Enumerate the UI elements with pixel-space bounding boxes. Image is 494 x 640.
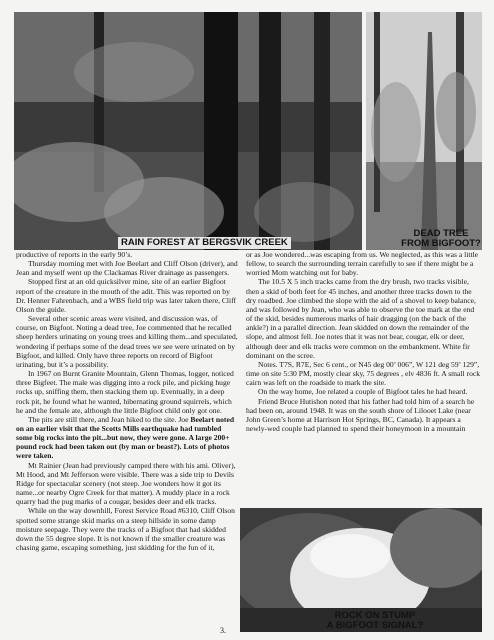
rock-on-stump-caption-line1: ROCK ON STUMP: [334, 610, 416, 621]
dead-tree-caption: [398, 228, 484, 250]
dead-tree-photo: [366, 12, 482, 250]
right-text-column: [246, 250, 482, 433]
left-paragraph: [16, 415, 238, 461]
rain-forest-caption: RAIN FOREST AT BERGSVIK CREEK: [118, 237, 291, 249]
dead-tree-caption-line1: DEAD TREE: [413, 228, 469, 239]
right-paragraph: or as Joe wondered...was escaping from us. We neglected, as this was a little fellow, to search the surrounding terrain carefully to see if there might be a worried Mom watching out for baby.: [246, 250, 479, 278]
right-paragraph: Notes. T7S, R7E, Sec 6 cent., or N45 deg 00’ 006”, W 121 deg 59’ 129”, time on site 5:30 PM, mostly clear sky, 75 degrees , elv 4836 ft. A small rock cairn was left on the roadside to mark the site.: [246, 359, 481, 388]
left-paragraph: While on the way downhill, Forest Service Road #6310, Cliff Olson spotted some strange skid marks on a steep hillside in some damp moisture seepage. They were the tracks of a Bigfoot that had skidded down the 55 degree slope. It is not known if the smaller creature was chasing game, escaping something, just skidding for the fun of it,: [16, 506, 235, 552]
page-number: 3.: [220, 626, 226, 635]
left-paragraph: In 1967 on Burnt Granite Mountain, Glenn Thomas, logger, noticed three Bigfeet. The male was digging into a rock pile, and picking huge rocks up, sniffing them, then stacking them up. Eventually, in a deep rock pit, he found what he wanted, hibernating ground squirrels, which he and the female ate, although the little Bigfoot child only got one.: [16, 369, 234, 415]
left-paragraph: Mt Rainier (Jean had previously camped there with his ami. Oliver), Mt Hood, and Mt Jefferson were visible. There was a side trip to Devils Ridge for spectacular scenery (not steep. Joe wonders how it got its name...or nearby Ogre Creek for that matter). A muddy place in a rock quarry had the pug marks of a cougar, besides deer and elk tracks.: [16, 460, 236, 507]
dead-tree-caption-line2: FROM BIGFOOT?: [401, 238, 481, 249]
left-paragraph: Several other scenic areas were visited, and discussion was, of course, on Bigfoot. Noting a dead tree, Joe commented that he recalled sheep herders urinating on young trees and killing them...and speculated, wondering if perhaps some of the dead trees we see were urinated on by Bigfoot, and killed. Only have three reports on record of Bigfoot urinating, but it’s a possibility.: [16, 314, 238, 369]
rain-forest-photo: [14, 12, 362, 250]
right-paragraph: The 10.5 X 5 inch tracks came from the dry brush, two tracks visible, then a skid of both feet for 45 inches, and another three tracks down to the dry roadbed. Joe climbed the slope with the aid of a shovel to keep balance, and was followed by Jean, who was able to observe the toe mark at the end of the skid, besides numerous marks of hair dragging (on the back of the ankle?) in a parallel direction. Jean skidded on down the remainder of the slope, and almost fell. Joe notes that it was not bear, cougar, elk or deer, although deer and elk tracks were common on the embankment. White fir dominant on the scree.: [246, 277, 476, 360]
right-paragraph: Friend Bruce Hutishon noted that his father had told him of a search he had been on, around 1948. It was on the south shore of Lilooet Lake (near John Green’s home at Harrison Hot Springs, BC, Canada). It appears a newly-wed couple had planned to spend their honeymoon in a mountain: [246, 396, 475, 433]
left-paragraph: productive of reports in the early 90’s.: [16, 250, 133, 259]
left-text-fragment: The pits are still there, and Jean hiked to the site. Joe: [28, 414, 189, 424]
left-text-column: [16, 250, 238, 552]
left-text-fragment: Beelart noted on an earlier visit that the Scotts Mills earthquake had tumbled some big rocks into the pit...but now, they were gone. A large 200+ pound rock had been taken out (by man or beast?). Lots of photos were taken.: [16, 414, 235, 461]
rock-on-stump-caption: [302, 610, 448, 632]
left-paragraph: Stopped first at an old quicksilver mine, site of an earlier Bigfoot report of the creature in the mouth of the adit. This was reported on by Dr. Henner Fahrenbach, and a WBS field trip was later taken there, Cliff Olson the guide.: [16, 277, 237, 314]
right-paragraph: On the way home, Joe related a couple of Bigfoot tales he had heard.: [258, 387, 468, 397]
left-paragraph: Thursday morning met with Joe Beelart and Cliff Olson (driver), and Jean and myself went up the Clackamas River drainage as passengers.: [16, 259, 238, 278]
rock-on-stump-caption-line2: A BIGFOOT SIGNAL?: [326, 620, 424, 631]
